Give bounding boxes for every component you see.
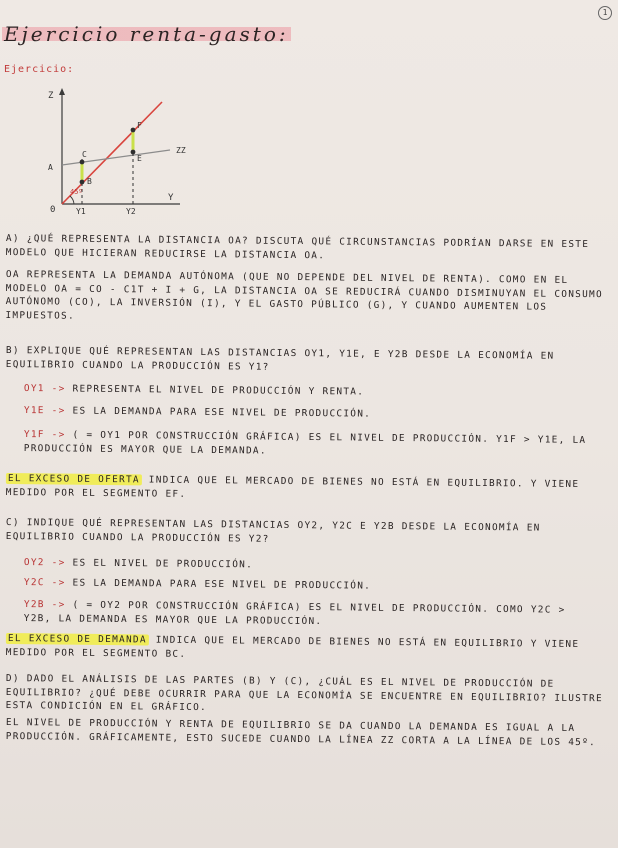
intercept-label: A — [48, 163, 53, 172]
point-b-dot — [80, 180, 85, 185]
answer-c-y2c-key: Y2C -> — [23, 576, 73, 589]
answer-b-y1f-key: Y1F -> — [23, 428, 73, 441]
point-f-label: F — [137, 121, 142, 130]
answer-b-y1e — [24, 404, 594, 423]
question-b: B) EXPLIQUE QUÉ REPRESENTAN LAS DISTANCIAS OY1, Y1E, E Y2B DESDE LA ECONOMÍA EN EQUILIBRIO CUANDO LA PRODUCCIÓN ES Y1? — [5, 344, 555, 373]
answer-c-y2c — [24, 576, 594, 595]
answer-c-oy2-text: ES EL NIVEL DE PRODUCCIÓN. — [72, 557, 254, 571]
origin-label: 0 — [50, 205, 56, 215]
page-title — [2, 22, 592, 46]
y-axis-label: Z — [48, 91, 54, 101]
answer-c-exceso-demanda — [6, 632, 606, 665]
answer-b-oy1 — [24, 382, 594, 401]
question-c: C) INDIQUE QUÉ REPRESENTAN LAS DISTANCIAS OY2, Y2C E Y2B DESDE LA ECONOMÍA EN EQUILIBRIO CUANDO LA PRODUCCIÓN ES Y2? — [5, 516, 541, 545]
title-text: Ejercicio renta-gasto: — [4, 22, 289, 46]
angle-label: 45º — [70, 188, 83, 196]
zz-line — [62, 150, 170, 165]
exceso-oferta-text: INDICA QUE EL MERCADO DE BIENES NO ESTÁ EN EQUILIBRIO. Y VIENE MEDIDO POR EL SEGMENTO EF. — [5, 474, 580, 500]
exceso-demanda-highlight: EL EXCESO DE DEMANDA — [7, 633, 147, 646]
answer-b-y1f-text: ( = OY1 POR CONSTRUCCIÓN GRÁFICA) ES EL NIVEL DE PRODUCCIÓN. Y1F > Y1E, LA PRODUCCIÓN ES MAYOR QUE LA DEMANDA. — [23, 429, 587, 457]
answer-c-y2b-text: ( = OY2 POR CONSTRUCCIÓN GRÁFICA) ES EL NIVEL DE PRODUCCIÓN. COMO Y2C > Y2B, LA DEMANDA ES MAYOR QUE LA PRODUCCIÓN. — [23, 599, 566, 627]
answer-c-y2b-key: Y2B -> — [23, 598, 73, 611]
question-a-prefix: A) — [5, 232, 27, 245]
question-a-text: ¿QUÉ REPRESENTA LA DISTANCIA OA? DISCUTA QUÉ CIRCUNSTANCIAS PODRÍAN DARSE EN ESTE MODELO QUE HICIERAN REDUCIRSE LA DISTANCIA OA. — [5, 233, 590, 261]
section-label: Ejercicio: — [4, 64, 75, 75]
answer-b-y1e-text: ES LA DEMANDA PARA ESE NIVEL DE PRODUCCIÓN. — [72, 405, 372, 420]
question-d: D) DADO EL ANÁLISIS DE LAS PARTES (B) Y (C), ¿CUÁL ES EL NIVEL DE PRODUCCIÓN DE EQUILIBRIO? ¿QUÉ DEBE OCURRIR PARA QUE LA ECONOMÍA SE ENCUENTRE EN EQUILIBRIO? ILUSTRE ESTA CONDICIÓN EN EL GRÁFICO. — [5, 672, 604, 714]
tick-y2-label: Y2 — [126, 207, 136, 216]
answer-b-y1f — [24, 428, 594, 461]
answer-b-exceso-oferta — [6, 472, 606, 505]
zz-label: ZZ — [176, 146, 186, 155]
answer-b-oy1-text: REPRESENTA EL NIVEL DE PRODUCCIÓN Y RENTA. — [72, 383, 365, 398]
point-b-label: B — [87, 177, 92, 186]
exceso-demanda-text: INDICA QUE EL MERCADO DE BIENES NO ESTÁ EN EQUILIBRIO Y VIENE MEDIDO POR EL SEGMENTO BC. — [5, 634, 580, 660]
point-c-dot — [80, 160, 85, 165]
exceso-oferta-highlight: EL EXCESO DE OFERTA — [7, 473, 140, 486]
point-e-label: E — [137, 154, 142, 163]
answer-d: EL NIVEL DE PRODUCCIÓN Y RENTA DE EQUILIBRIO SE DA CUANDO LA DEMANDA ES IGUAL A LA PRODUCCIÓN. GRÁFICAMENTE, ESTO SUCEDE CUANDO LA LÍNEA ZZ CORTA A LA LÍNEA DE LOS 45º. — [5, 716, 597, 748]
answer-c-y2b — [24, 598, 594, 631]
answer-a: OA REPRESENTA LA DEMANDA AUTÓNOMA (QUE NO DEPENDE DEL NIVEL DE RENTA). COMO EN EL MODELO OA = CO - C1T + I + G, LA DISTANCIA OA SE REDUCIRÁ CUANDO DISMINUYAN EL CONSUMO AUTÓNOMO (CO), LA INVERSIÓN (I), Y EL GASTO PÚBLICO (G), Y CUANDO AUMENTEN LOS IMPUESTOS. — [5, 268, 604, 322]
renta-gasto-graph — [40, 88, 230, 218]
answer-b-oy1-key: OY1 -> — [23, 382, 73, 395]
point-e-dot — [131, 150, 136, 155]
tick-y1-label: Y1 — [76, 207, 86, 216]
answer-c-y2c-text: ES LA DEMANDA PARA ESE NIVEL DE PRODUCCIÓN. — [72, 577, 372, 592]
point-f-dot — [131, 128, 136, 133]
answer-c-oy2-key: OY2 -> — [23, 556, 73, 569]
page-number: 1 — [598, 6, 612, 20]
question-a — [6, 232, 606, 265]
answer-b-y1e-key: Y1E -> — [23, 404, 73, 417]
x-axis-label: Y — [168, 193, 174, 203]
point-c-label: C — [82, 150, 87, 159]
answer-c-oy2 — [24, 556, 594, 575]
